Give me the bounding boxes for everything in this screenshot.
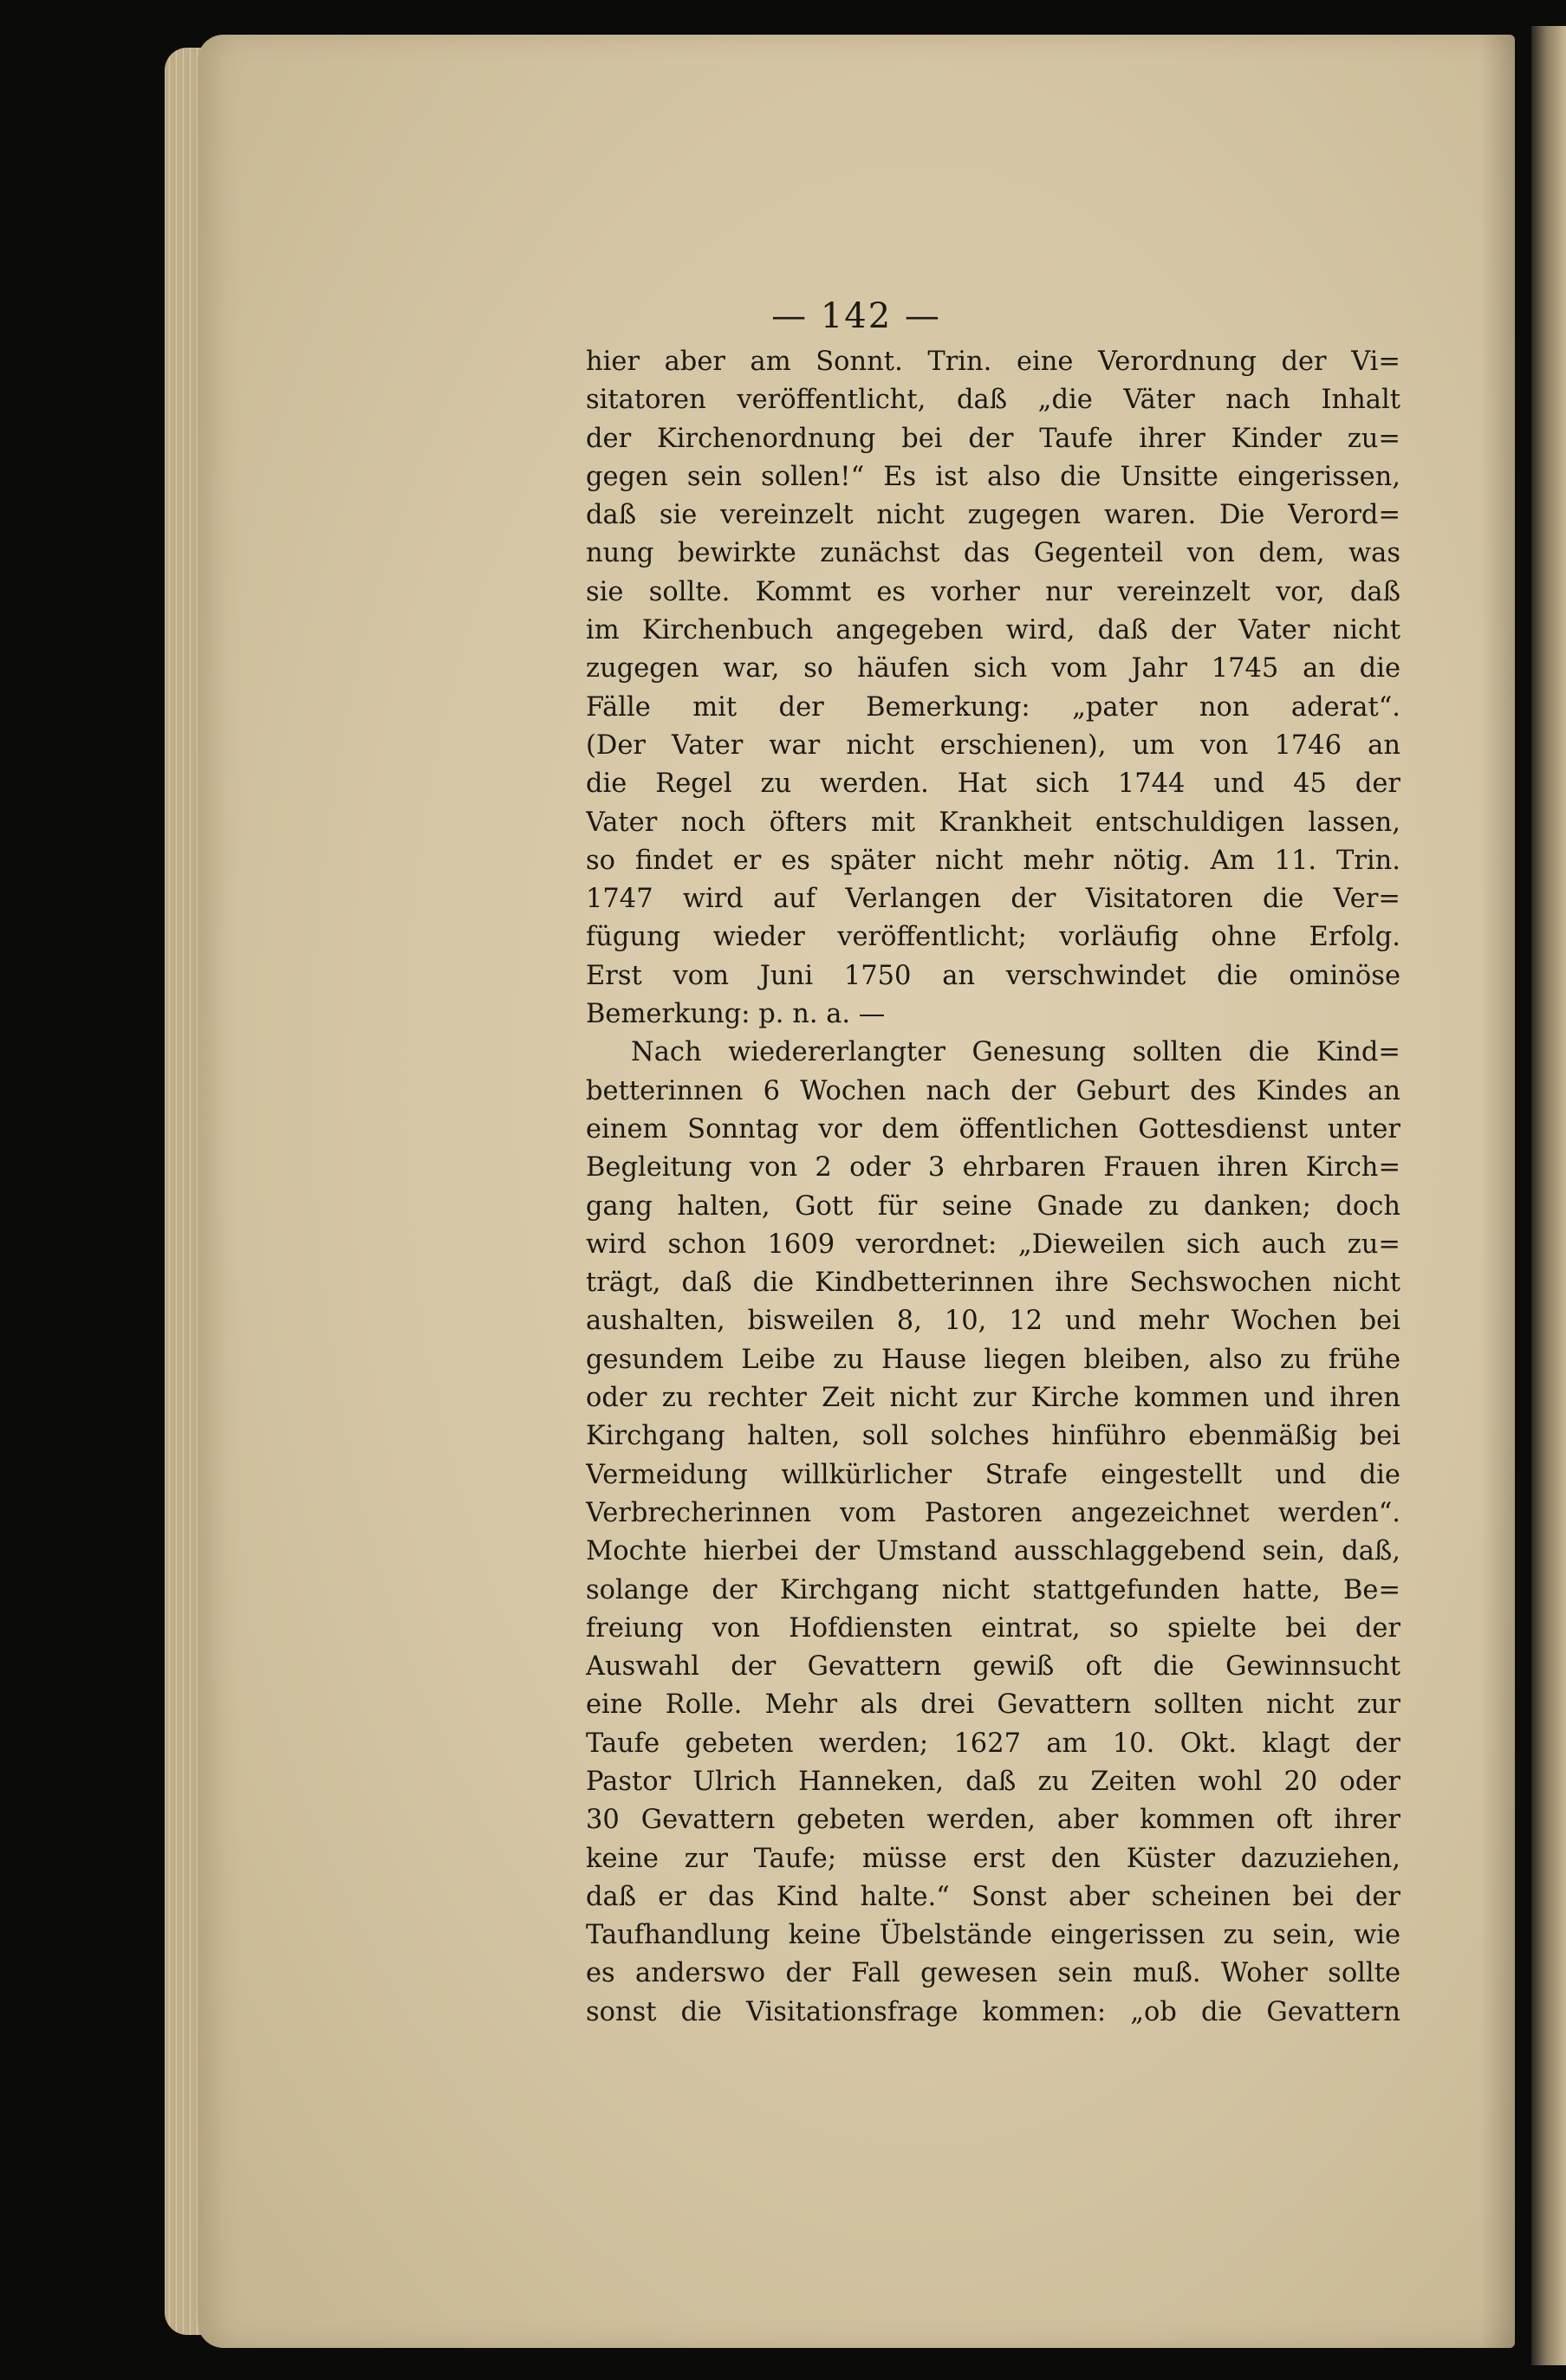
text-line: sie sollte. Kommt es vorher nur vereinzelt vor, daß: [586, 576, 1400, 607]
text-line: Kirchgang halten, soll solches hinführo ebenmäßig bei: [586, 1421, 1400, 1452]
book-binding-edge: [1531, 26, 1566, 2365]
text-line: trägt, daß die Kindbetterinnen ihre Sechswochen nicht: [586, 1268, 1400, 1299]
text-line: so findet er es später nicht mehr nötig. Am 11. Trin.: [586, 845, 1400, 876]
text-line: daß er das Kind halte.“ Sonst aber scheinen bei der: [586, 1881, 1400, 1912]
gutter-shadow: [1480, 35, 1515, 2348]
text-line: oder zu rechter Zeit nicht zur Kirche kommen und ihren: [586, 1383, 1400, 1414]
text-line: der Kirchenordnung bei der Taufe ihrer Kinder zu=: [586, 423, 1400, 454]
text-line: Taufe gebeten werden; 1627 am 10. Okt. klagt der: [586, 1728, 1400, 1759]
text-line: 30 Gevattern gebeten werden, aber kommen oft ihrer: [586, 1805, 1400, 1836]
text-line: sitatoren veröffentlicht, daß „die Väter nach Inhalt: [586, 385, 1400, 416]
text-line: keine zur Taufe; müsse erst den Küster dazuziehen,: [586, 1843, 1400, 1874]
text-line: die Regel zu werden. Hat sich 1744 und 45 der: [586, 768, 1400, 800]
text-line: wird schon 1609 verordnet: „Dieweilen sich auch zu=: [586, 1229, 1400, 1260]
text-line: Auswahl der Gevattern gewiß oft die Gewinnsucht: [586, 1651, 1400, 1683]
text-line: Pastor Ulrich Hanneken, daß zu Zeiten wohl 20 oder: [586, 1766, 1400, 1797]
text-line: Verbrecherinnen vom Pastoren angezeichnet werden“.: [586, 1497, 1400, 1528]
text-line: sonst die Visitationsfrage kommen: „ob die Gevattern: [586, 1996, 1400, 2027]
text-line: solange der Kirchgang nicht stattgefunden hatte, Be=: [586, 1574, 1400, 1605]
text-line: gesundem Leibe zu Hause liegen bleiben, also zu frühe: [586, 1344, 1400, 1375]
text-line: Fälle mit der Bemerkung: „pater non aderat“.: [586, 691, 1400, 723]
text-line: es anderswo der Fall gewesen sein muß. Woher sollte: [586, 1958, 1400, 1989]
text-line: im Kirchenbuch angegeben wird, daß der Vater nicht: [586, 615, 1400, 646]
text-line: freiung von Hofdiensten eintrat, so spielte bei der: [586, 1612, 1400, 1644]
text-line: nung bewirkte zunächst das Gegenteil von dem, was: [586, 538, 1400, 569]
text-line: eine Rolle. Mehr als drei Gevattern sollten nicht zur: [586, 1689, 1400, 1721]
text-line: gegen sein sollen!“ Es ist also die Unsitte eingerissen,: [586, 461, 1400, 492]
paragraph-start-line: Nach wiedererlangter Genesung sollten die Kind=: [631, 1037, 1400, 1068]
text-line: Vermeidung willkürlicher Strafe eingestellt und die: [586, 1459, 1400, 1490]
text-line: betterinnen 6 Wochen nach der Geburt des Kindes an: [586, 1075, 1400, 1106]
text-line: fügung wieder veröffentlicht; vorläufig ohne Erfolg.: [586, 922, 1400, 953]
text-line: hier aber am Sonnt. Trin. eine Verordnung der Vi=: [586, 347, 1400, 377]
text-line: 1747 wird auf Verlangen der Visitatoren die Ver=: [586, 884, 1400, 915]
text-line: Vater noch öfters mit Krankheit entschuldigen lassen,: [586, 807, 1400, 838]
text-line: (Der Vater war nicht erschienen), um von 1746 an: [586, 730, 1400, 761]
text-line: Taufhandlung keine Übelstände eingerissen zu sein, wie: [586, 1920, 1400, 1951]
page-number: — 142 —: [771, 296, 941, 336]
text-line: daß sie vereinzelt nicht zugegen waren. Die Verord=: [586, 500, 1400, 531]
text-line: Begleitung von 2 oder 3 ehrbaren Frauen ihren Kirch=: [586, 1152, 1400, 1184]
text-line: Erst vom Juni 1750 an verschwindet die ominöse: [586, 960, 1400, 991]
text-line: einem Sonntag vor dem öffentlichen Gottesdienst unter: [586, 1113, 1400, 1145]
text-line: gang halten, Gott für seine Gnade zu danken; doch: [586, 1190, 1400, 1222]
text-line: zugegen war, so häufen sich vom Jahr 1745 an die: [586, 653, 1400, 684]
body-text: [586, 343, 1400, 2032]
text-line: aushalten, bisweilen 8, 10, 12 und mehr Wochen bei: [586, 1306, 1400, 1337]
paragraph-end-line: Bemerkung: p. n. a. —: [586, 999, 886, 1030]
text-line: Mochte hierbei der Umstand ausschlaggebend sein, daß,: [586, 1536, 1400, 1567]
